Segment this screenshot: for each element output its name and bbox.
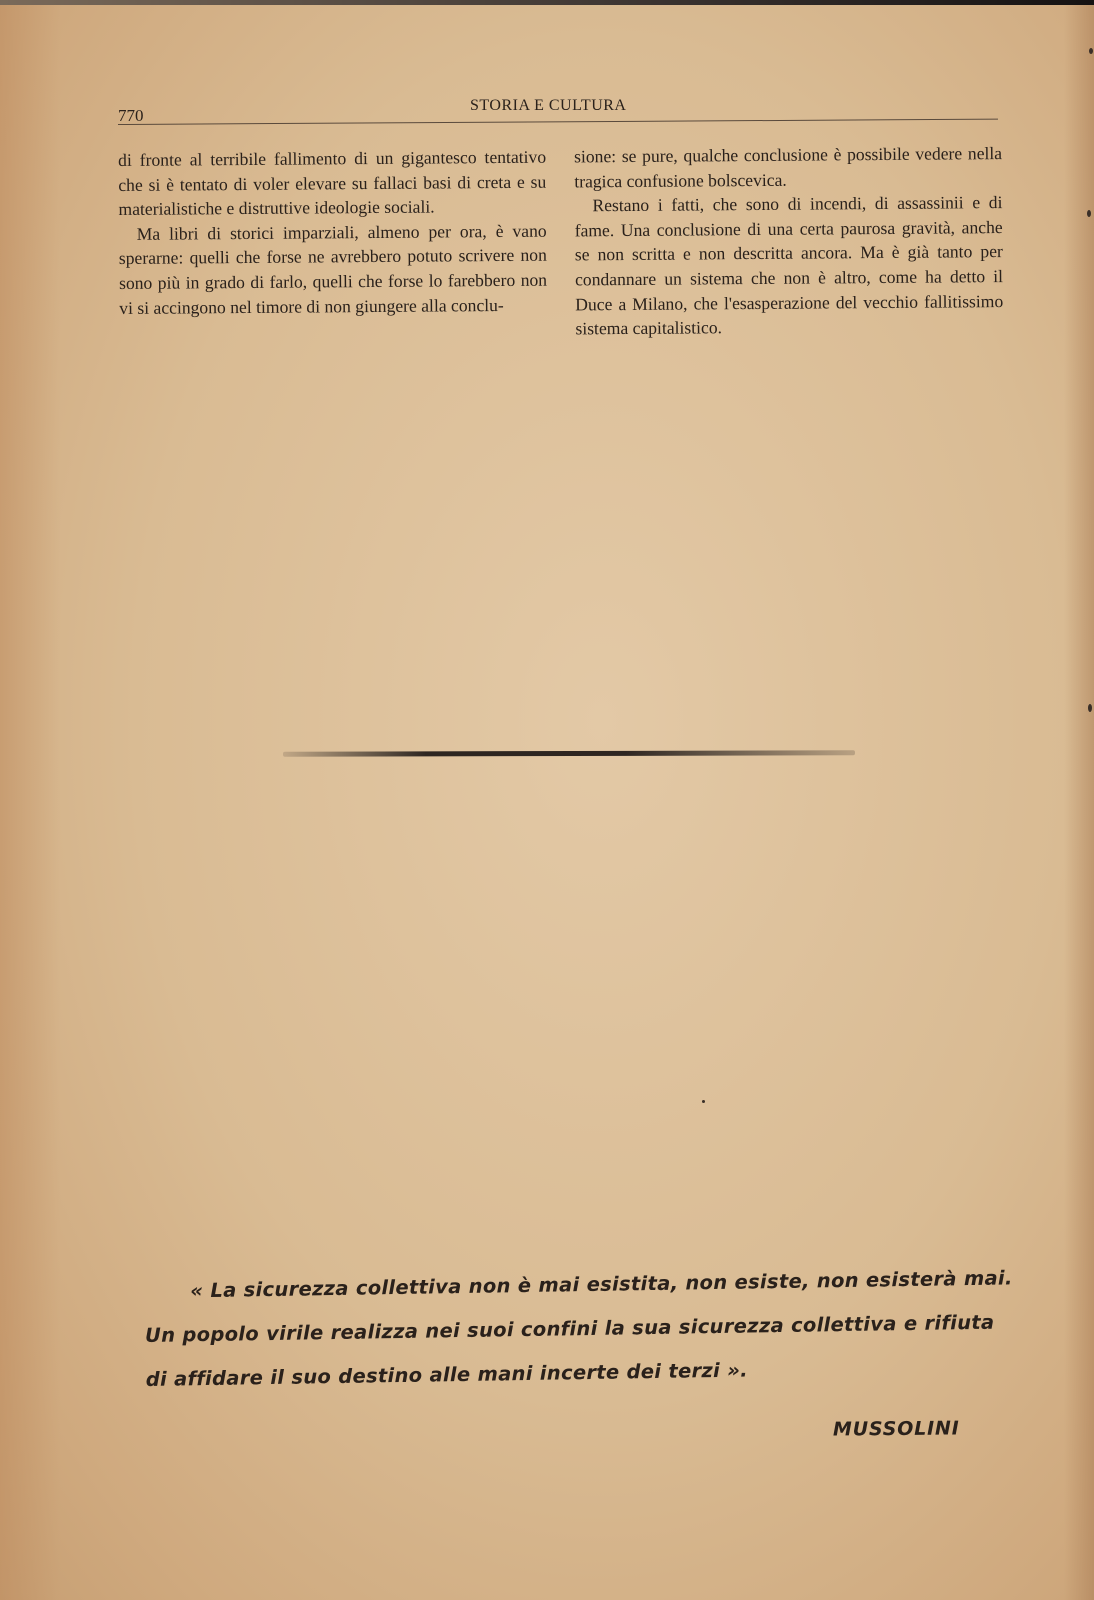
page-shadow-right: [1064, 0, 1094, 1600]
header-rule: [118, 119, 998, 125]
body-columns: [118, 141, 1004, 339]
page-top-edge: [0, 0, 1094, 5]
ink-speck: [1088, 704, 1092, 712]
left-column: [118, 145, 547, 321]
page-header: [118, 92, 998, 126]
paragraph: di fronte al terribile fallimento di un gigantesco tentativo che si è tentato di voler elevare su fallaci basi di creta e su materialistiche e distruttive ideologie sociali.: [118, 146, 547, 220]
right-column: [574, 141, 1004, 341]
section-divider: [283, 750, 855, 756]
running-head: STORIA E CULTURA: [470, 97, 627, 114]
paragraph: sione: se pure, qualche conclusione è possibile vedere nella tragica confusione bolscevica.: [574, 143, 1003, 192]
paragraph: Restano i fatti, che sono di incendi, di assassinii e di fame. Una conclusione di una certa paurosa gravità, anche se non scritta e non descritta ancora. Ma è già tanto per condannare un sistema che non è altro, come ha detto il Duce a Milano, che l'esasperazione del vecchio fallitissimo sistema capitalistico.: [574, 192, 1004, 339]
paragraph: Ma libri di storici imparziali, almeno per ora, è vano sperarne: quelli che forse ne avrebbero potuto scrivere non sono più in grado di farlo, quelli che forse lo farebbero non vi si accingono nel timore di non giungere alla conclu-: [118, 220, 548, 318]
ink-speck: [1087, 210, 1091, 217]
quote-attribution: MUSSOLINI: [832, 1417, 960, 1441]
page-shadow-left: [0, 0, 60, 1600]
ink-speck: [702, 1100, 705, 1103]
quote-block: [144, 1256, 1016, 1402]
page-number: 770: [118, 106, 144, 125]
ink-speck: [1089, 48, 1093, 54]
quote-text: « La sicurezza collettiva non è mai esistita, non esiste, non esisterà mai. Un popolo virile realizza nei suoi confini la sua sicurezza collettiva e rifiuta di affidare il suo destino alle mani incerte dei terzi ».: [144, 1266, 1013, 1391]
